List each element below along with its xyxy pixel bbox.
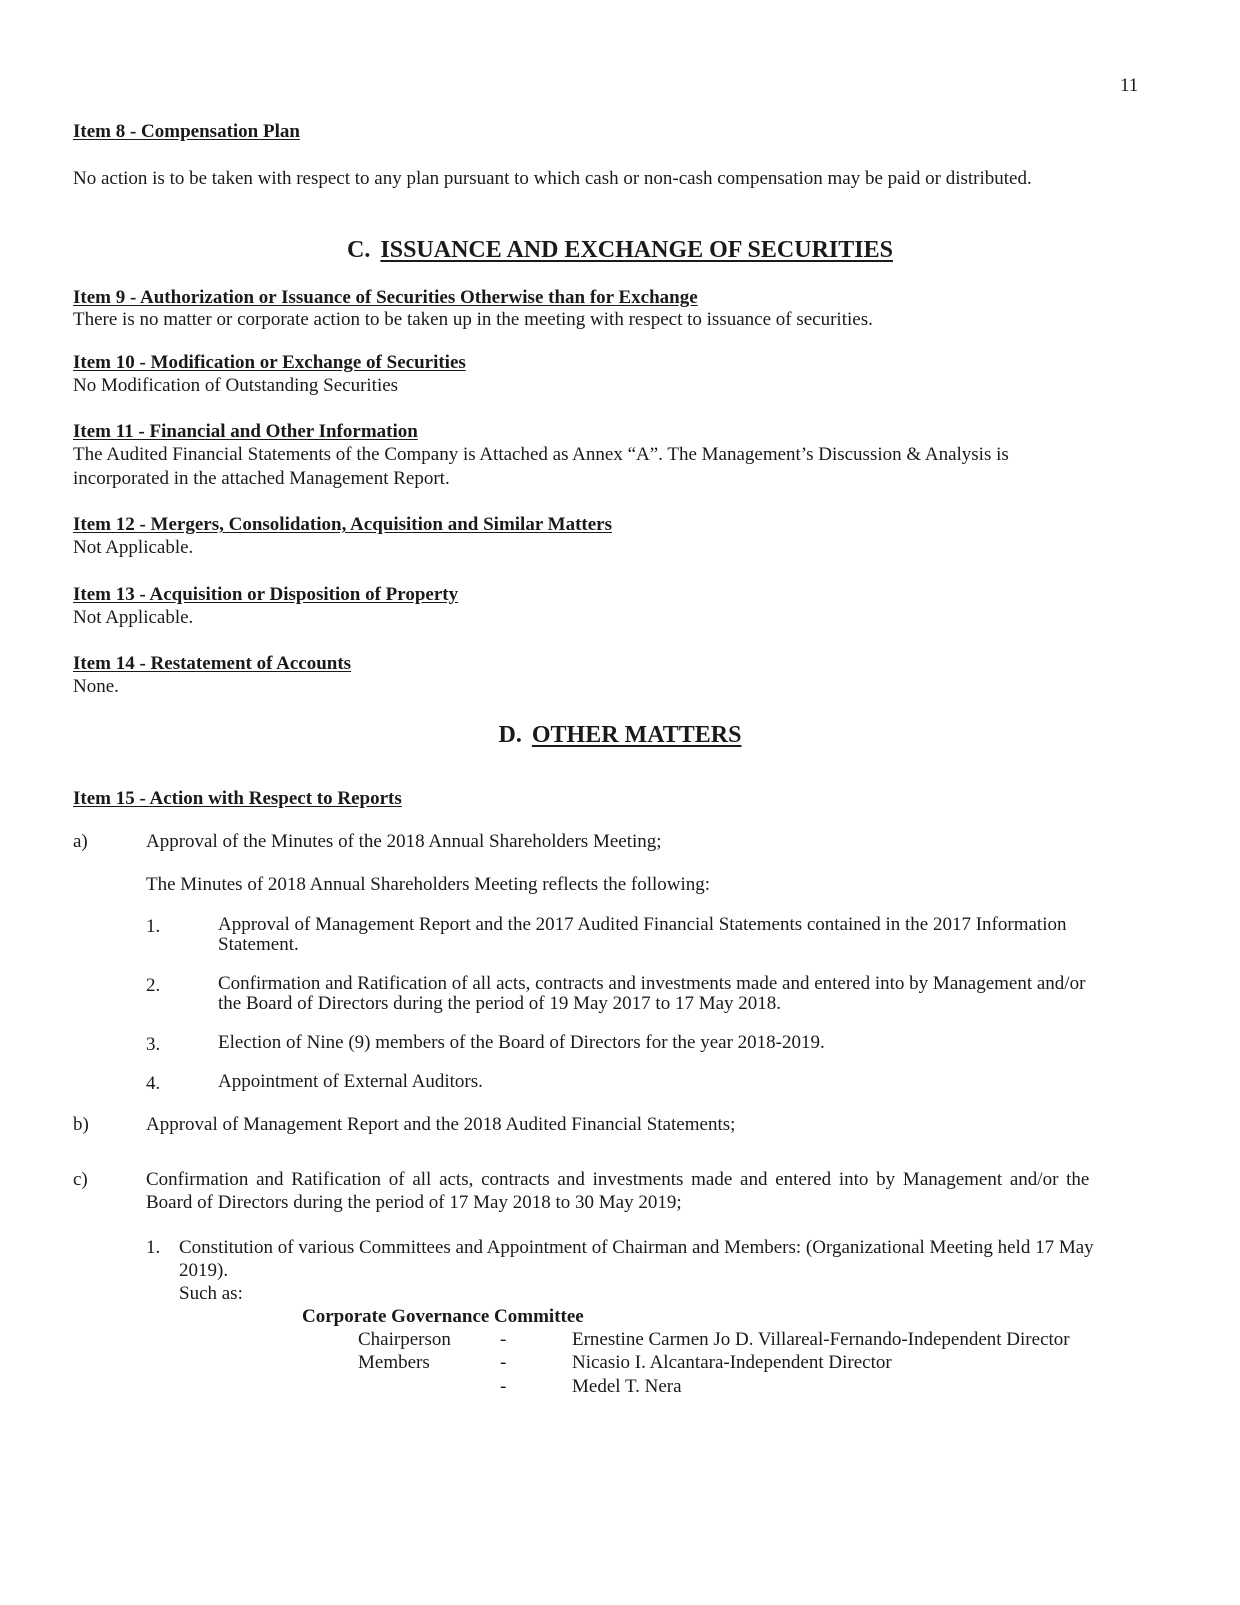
item11-text-line1: The Audited Financial Statements of the Company is Attached as Annex “A”. The Management’s Discussion & Analysis is <box>73 444 1009 465</box>
item15-a-2-num: 2. <box>146 975 161 996</box>
item9-heading: Item 9 - Authorization or Issuance of Securities Otherwise than for Exchange <box>73 287 698 308</box>
committee-row-3-dash: - <box>500 1376 507 1397</box>
item10-heading: Item 10 - Modification or Exchange of Securities <box>73 352 466 373</box>
item12-heading: Item 12 - Mergers, Consolidation, Acquisition and Similar Matters <box>73 514 613 535</box>
item14-heading: Item 14 - Restatement of Accounts <box>73 653 352 674</box>
item15-heading: Item 15 - Action with Respect to Reports <box>73 788 402 809</box>
committee-row-2-name: Nicasio I. Alcantara-Independent Director <box>572 1352 892 1373</box>
item15-a-4-line1: Appointment of External Auditors. <box>218 1071 483 1092</box>
item12-text: Not Applicable. <box>73 537 194 558</box>
item15-a-2-line1: Confirmation and Ratification of all acts, contracts and investments made and entered into by Management and/or <box>218 973 1086 994</box>
item10-text: No Modification of Outstanding Securities <box>73 375 399 396</box>
committee-row-1-name: Ernestine Carmen Jo D. Villareal-Fernando-Independent Director <box>572 1329 1070 1350</box>
item15-b-label: b) <box>73 1114 89 1135</box>
item8-text: No action is to be taken with respect to any plan pursuant to which cash or non-cash compensation may be paid or distributed. <box>73 168 1032 189</box>
item14-text: None. <box>73 676 119 697</box>
item8-heading: Item 8 - Compensation Plan <box>73 121 300 142</box>
item15-c-line1: Confirmation and Ratification of all acts, contracts and investments made and entered into by Management and/or the <box>146 1169 1090 1190</box>
item15-a-label: a) <box>73 831 88 852</box>
item15-a-1-num: 1. <box>146 916 161 937</box>
item15-c-sub1-line1: Constitution of various Committees and Appointment of Chairman and Members: (Organizational Meeting held 17 May <box>179 1237 1094 1258</box>
committee-row-1-role: Chairperson <box>358 1329 451 1350</box>
item15-b-text: Approval of Management Report and the 2018 Audited Financial Statements; <box>146 1114 736 1135</box>
section-d-title <box>0 721 1240 749</box>
item13-heading: Item 13 - Acquisition or Disposition of Property <box>73 584 459 605</box>
item9-text: There is no matter or corporate action to be taken up in the meeting with respect to issuance of securities. <box>73 309 873 330</box>
committee-row-2-role: Members <box>358 1352 430 1373</box>
item15-a-3-num: 3. <box>146 1034 161 1055</box>
page-number: 11 <box>1120 75 1139 96</box>
item15-c-such-as: Such as: <box>179 1283 243 1304</box>
item15-c-sub1-line2: 2019). <box>179 1260 229 1281</box>
committee-row-2-dash: - <box>500 1352 507 1373</box>
item15-a-4-num: 4. <box>146 1073 161 1094</box>
item15-c-sub1-num: 1. <box>146 1237 161 1258</box>
item13-text: Not Applicable. <box>73 607 194 628</box>
item15-c-label: c) <box>73 1169 88 1190</box>
section-c-heading: ISSUANCE AND EXCHANGE OF SECURITIES <box>380 237 893 263</box>
item15-a-text: Approval of the Minutes of the 2018 Annual Shareholders Meeting; <box>146 831 662 852</box>
item15-a-1-line2: Statement. <box>218 934 299 955</box>
committee-row-1-dash: - <box>500 1329 507 1350</box>
section-d-letter: D. <box>498 722 522 748</box>
section-c-letter: C. <box>347 237 371 263</box>
section-d-heading: OTHER MATTERS <box>531 722 742 748</box>
committee-title: Corporate Governance Committee <box>302 1306 584 1327</box>
item11-text-line2: incorporated in the attached Management Report. <box>73 468 450 489</box>
item15-c-line2: Board of Directors during the period of 17 May 2018 to 30 May 2019; <box>146 1192 682 1213</box>
item15-a-1-line1: Approval of Management Report and the 2017 Audited Financial Statements contained in the 2017 Information <box>218 914 1067 935</box>
item11-heading: Item 11 - Financial and Other Information <box>73 421 418 442</box>
section-c-title <box>0 236 1240 264</box>
committee-row-3-name: Medel T. Nera <box>572 1376 682 1397</box>
item15-a-3-line1: Election of Nine (9) members of the Board of Directors for the year 2018-2019. <box>218 1032 825 1053</box>
item15-a-2-line2: the Board of Directors during the period of 19 May 2017 to 17 May 2018. <box>218 993 782 1014</box>
item15-a-intro: The Minutes of 2018 Annual Shareholders Meeting reflects the following: <box>146 874 711 895</box>
